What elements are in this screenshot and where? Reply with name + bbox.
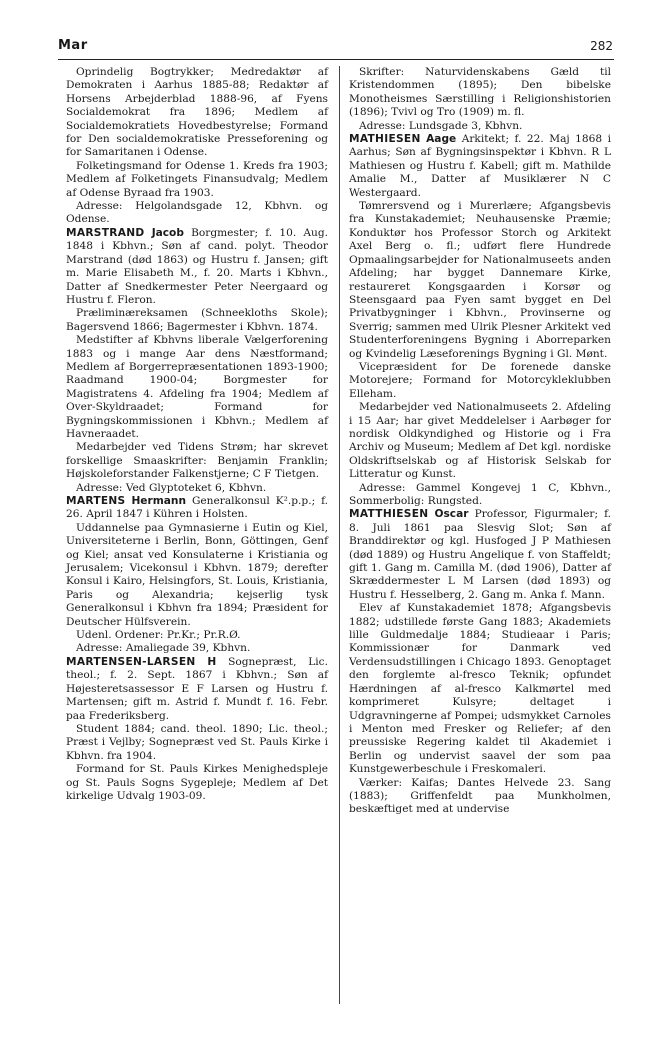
left-column xyxy=(66,66,328,803)
entry-paragraph: Tømrersvend og i Murerlære; Afgangsbevis fra Kunstakademiet; Neuhausenske Præmie; Konduktør hos Professor Storch og Arkitekt Axel Berg o. fl.; udført flere Hundrede Opmaalingsarbejder for Nationalmuseets anden Afdeling; har bygget Dannemare Kirke, restaureret Kongsgaarden i Korsør og Steensgaard paa Fyen samt bygget en Del Privatbygninger i Kbhvn., Provinserne og Sverrig; sammen med Ulrik Plesner Arkitekt ved Studenterforeningens Bygning i Aborreparken og Kvindelig Læseforenings Bygning i Gl. Mønt. xyxy=(349,200,611,360)
entry-continued xyxy=(349,66,611,133)
entry-surname: MATHIESEN xyxy=(349,133,421,146)
entry-matthiesen xyxy=(349,508,611,816)
entry-given-name: Hermann xyxy=(131,495,186,507)
header-rule xyxy=(58,59,614,60)
entry-paragraph: Adresse: Helgolandsgade 12, Kbhvn. og Odense. xyxy=(66,200,328,226)
entry-paragraph: Skrifter: Naturvidenskabens Gæld til Kristendommen (1895); Den bibelske Monotheismes Særstilling i Religionshistorien (1896); Tvivl og Tro (1909) m. fl. xyxy=(349,66,611,119)
entry-heading xyxy=(349,508,611,602)
entry-heading xyxy=(66,227,328,307)
entry-paragraph: Præliminæreksamen (Schneekloths Skole); Bagersvend 1866; Bagermester i Kbhvn. 1874. xyxy=(66,307,328,333)
entry-heading xyxy=(66,656,328,723)
entry-mathiesen xyxy=(349,133,611,508)
entry-address: Adresse: Amaliegade 39, Kbhvn. xyxy=(76,642,251,655)
entry-paragraph: Uddannelse paa Gymnasierne i Eutin og Kiel, Universiteterne i Berlin, Bonn, Göttingen, Genf og Kiel; ansat ved Konsulaterne i Kristiania og Jerusalem; Vicekonsul i Kbhvn. 1879; derefter Konsul i Kairo, Helsingfors, St. Louis, Kristiania, Paris og Alexandria; kejserlig tysk Generalkonsul i Kbhvn fra 1894; Præsident for Deutscher Hülfsverein. xyxy=(66,521,328,628)
entry-surname: MATTHIESEN xyxy=(349,508,429,521)
column-divider xyxy=(339,66,340,1004)
entry-text: Professor, Figurmaler; f. 8. Juli 1861 paa Slesvig Slot; Søn af Branddirektør og kgl. Husfoged J P Mathiesen (død 1889) og Hustru Angelique f. von Staffeldt; gift 1. Gang m. Camilla M. (død 1906), Datter af Skræddermester L M Larsen (død 1893) og Hustru f. Hesselberg, 2. Gang m. Anka f. Mann. xyxy=(349,508,612,601)
entry-given-name: Oscar xyxy=(434,508,469,521)
entry-heading xyxy=(349,133,611,200)
running-head xyxy=(58,38,613,58)
entry-paragraph: Elev af Kunstakademiet 1878; Afgangsbevis 1882; udstillede første Gang 1883; Akademiets lille Guldmedalje 1884; Studieaar i Paris; Kommissionær for Danmark ved Verdensudstillingen i Chicago 1893. Genoptaget den forglemte al-fresco Teknik; opfundet Hærdningen af al-fresco Kalkmørtel med komprimeret Kulsyre; deltaget i Udgravningerne af Pompei; udsmykket Carnoles i Menton med Fresker og Reliefer; af den preussiske Regering kaldet til Akademiet i Berlin og undervist saavel der som paa Kunstgewerbeschule i Freskomaleri. xyxy=(349,602,611,776)
entry-address: Adresse: Gammel Kongevej 1 C, Kbhvn., Sommerbolig: Rungsted. xyxy=(349,481,611,507)
entry-marstrand xyxy=(66,227,328,495)
entry-paragraph: Værker: Kaifas; Dantes Helvede 23. Sang (1883); Griffenfeldt paa Munkholmen, beskæftiget med at undervise xyxy=(349,776,611,816)
entry-text: Arkitekt; f. 22. Maj 1868 i Aarhus; Søn af Bygningsinspektør i Kbhvn. R L Mathiesen og Hustru f. Kabell; gift m. Mathilde Amalie M., Datter af Musiklærer N C Westergaard. xyxy=(349,133,611,199)
entry-paragraph: Vicepræsident for De forenede danske Motorejere; Formand for Motorcykleklubben Elleham. xyxy=(349,360,611,400)
entry-address: Adresse: Ved Glyptoteket 6, Kbhvn. xyxy=(76,481,267,494)
entry-text: Sognepræst, Lic. theol.; f. 2. Sept. 1867 i Kbhvn.; Søn af Højesteretsassessor E F Larsen og Hustru f. Martensen; gift m. Astrid f. Mundt f. 16. Febr. paa Frederiksberg. xyxy=(66,655,328,722)
entry-paragraph: Folketingsmand for Odense 1. Kreds fra 1903; Medlem af Folketingets Finansudvalg; Medlem af Odense Byraad fra 1903. xyxy=(66,159,328,199)
entry-text: Borgmester; f. 10. Aug. 1848 i Kbhvn.; Søn af cand. polyt. Theodor Marstrand (død 1863) og Hustru f. Jansen; gift m. Marie Elisabeth M., f. 20. Marts i Kbhvn., Datter af Snedkermester Peter Neergaard og Hustru f. Fleron. xyxy=(66,226,329,306)
entry-paragraph: Oprindelig Bogtrykker; Medredaktør af Demokraten i Aarhus 1885-88; Redaktør af Horsens Arbejderblad 1888-96, af Fyens Socialdemokrat fra 1896; Medlem af Socialdemokratiets Hovedbestyrelse; Formand for Den socialdemokratiske Presseforening og for Samaritanen i Odense. xyxy=(66,66,328,159)
entry-martens xyxy=(66,495,328,656)
entry-given-name: H xyxy=(207,655,217,668)
page-number: 282 xyxy=(590,39,613,53)
entry-continued xyxy=(66,66,328,227)
entry-paragraph: Udenl. Ordener: Pr.Kr.; Pr.R.Ø. xyxy=(76,629,241,642)
entry-paragraph: Student 1884; cand. theol. 1890; Lic. theol.; Præst i Vejlby; Sognepræst ved St. Pauls Kirke i Kbhvn. fra 1904. xyxy=(66,722,328,762)
entry-heading xyxy=(66,495,328,522)
entry-surname: MARSTRAND xyxy=(66,226,145,239)
entry-address: Adresse: Lundsgade 3, Kbhvn. xyxy=(359,119,523,132)
right-column xyxy=(349,66,611,817)
entry-surname: MARTENS xyxy=(66,495,126,507)
entry-paragraph: Medarbejder ved Tidens Strøm; har skrevet forskellige Smaaskrifter: Benjamin Franklin; Højskoleforstander Falkenstjerne; C F Tietgen. xyxy=(66,441,328,481)
entry-paragraph: Medstifter af Kbhvns liberale Vælgerforening 1883 og i mange Aar dens Næstformand; Medlem af Borgerrepræsentationen 1893-1900; Raadmand 1900-04; Borgmester for Magistratens 4. Afdeling fra 1904; Medlem af Over-Skyldraadet; Formand for Bygningskommissionen i Kbhvn.; Medlem af Havneraadet. xyxy=(66,334,328,440)
entry-surname: MARTENSEN-LARSEN xyxy=(66,655,196,668)
entry-martensen-larsen xyxy=(66,656,328,803)
entry-paragraph: Medarbejder ved Nationalmuseets 2. Afdeling i 15 Aar; har givet Meddelelser i Aarbøger for nordisk Oldkyndighed og Historie og i Fra Archiv og Museum; Medlem af Det kgl. nordiske Oldskriftselskab og af Historisk Selskab for Litteratur og Kunst. xyxy=(349,401,611,481)
running-head-word: Mar xyxy=(58,38,88,53)
entry-paragraph: Formand for St. Pauls Kirkes Menighedspleje og St. Pauls Sogns Sygepleje; Medlem af Det kirkelige Udvalg 1903-09. xyxy=(66,763,328,802)
entry-given-name: Aage xyxy=(426,133,457,146)
entry-given-name: Jacob xyxy=(151,226,184,239)
entry-text: Generalkonsul K².p.p.; f. 26. April 1847 i Kühren i Holsten. xyxy=(66,495,328,521)
